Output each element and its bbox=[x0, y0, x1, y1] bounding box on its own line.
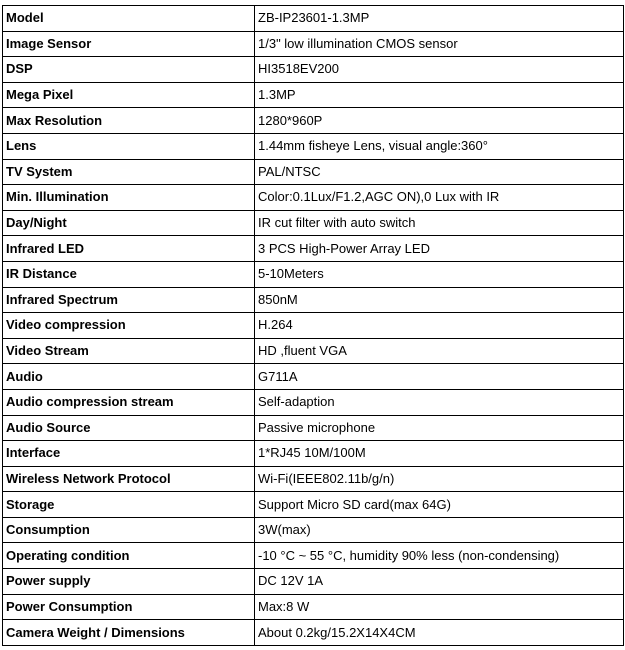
spec-value: 3 PCS High-Power Array LED bbox=[255, 236, 624, 262]
spec-row bbox=[3, 133, 624, 159]
spec-value: H.264 bbox=[255, 313, 624, 339]
spec-label: TV System bbox=[3, 159, 255, 185]
spec-label: Audio bbox=[3, 364, 255, 390]
spec-label: Model bbox=[3, 6, 255, 32]
spec-row bbox=[3, 543, 624, 569]
spec-label: Video compression bbox=[3, 313, 255, 339]
spec-label: Power Consumption bbox=[3, 594, 255, 620]
spec-row bbox=[3, 569, 624, 595]
spec-row bbox=[3, 338, 624, 364]
spec-value: HD ,fluent VGA bbox=[255, 338, 624, 364]
spec-value: G711A bbox=[255, 364, 624, 390]
spec-label: Infrared Spectrum bbox=[3, 287, 255, 313]
spec-row bbox=[3, 6, 624, 32]
spec-value: About 0.2kg/15.2X14X4CM bbox=[255, 620, 624, 646]
spec-row bbox=[3, 159, 624, 185]
spec-label: Max Resolution bbox=[3, 108, 255, 134]
spec-value: Wi-Fi(IEEE802.11b/g/n) bbox=[255, 466, 624, 492]
spec-row bbox=[3, 210, 624, 236]
spec-row bbox=[3, 108, 624, 134]
spec-label: Infrared LED bbox=[3, 236, 255, 262]
spec-row bbox=[3, 441, 624, 467]
spec-row bbox=[3, 185, 624, 211]
spec-value: Max:8 W bbox=[255, 594, 624, 620]
spec-label: Wireless Network Protocol bbox=[3, 466, 255, 492]
spec-value: 1*RJ45 10M/100M bbox=[255, 441, 624, 467]
spec-value: 5-10Meters bbox=[255, 261, 624, 287]
spec-row bbox=[3, 82, 624, 108]
spec-value: 3W(max) bbox=[255, 517, 624, 543]
spec-row bbox=[3, 57, 624, 83]
spec-value: Color:0.1Lux/F1.2,AGC ON),0 Lux with IR bbox=[255, 185, 624, 211]
spec-row bbox=[3, 594, 624, 620]
spec-label: Lens bbox=[3, 133, 255, 159]
spec-table bbox=[2, 5, 624, 646]
spec-row bbox=[3, 389, 624, 415]
spec-label: Storage bbox=[3, 492, 255, 518]
spec-value: Support Micro SD card(max 64G) bbox=[255, 492, 624, 518]
spec-label: DSP bbox=[3, 57, 255, 83]
spec-row bbox=[3, 31, 624, 57]
spec-row bbox=[3, 236, 624, 262]
spec-value: Passive microphone bbox=[255, 415, 624, 441]
spec-table-body bbox=[3, 6, 624, 646]
spec-label: Power supply bbox=[3, 569, 255, 595]
spec-row bbox=[3, 620, 624, 646]
spec-value: DC 12V 1A bbox=[255, 569, 624, 595]
spec-value: HI3518EV200 bbox=[255, 57, 624, 83]
spec-label: Consumption bbox=[3, 517, 255, 543]
spec-value: -10 °C ~ 55 °C, humidity 90% less (non-condensing) bbox=[255, 543, 624, 569]
spec-label: Min. Illumination bbox=[3, 185, 255, 211]
spec-row bbox=[3, 287, 624, 313]
spec-value: 1/3" low illumination CMOS sensor bbox=[255, 31, 624, 57]
spec-value: ZB-IP23601-1.3MP bbox=[255, 6, 624, 32]
spec-label: Interface bbox=[3, 441, 255, 467]
spec-label: Audio Source bbox=[3, 415, 255, 441]
spec-value: 1.44mm fisheye Lens, visual angle:360° bbox=[255, 133, 624, 159]
spec-row bbox=[3, 364, 624, 390]
spec-value: Self-adaption bbox=[255, 389, 624, 415]
spec-value: IR cut filter with auto switch bbox=[255, 210, 624, 236]
spec-row bbox=[3, 313, 624, 339]
spec-value: PAL/NTSC bbox=[255, 159, 624, 185]
spec-row bbox=[3, 415, 624, 441]
spec-row bbox=[3, 492, 624, 518]
spec-row bbox=[3, 517, 624, 543]
spec-label: Operating condition bbox=[3, 543, 255, 569]
spec-label: Day/Night bbox=[3, 210, 255, 236]
spec-row bbox=[3, 466, 624, 492]
spec-label: Camera Weight / Dimensions bbox=[3, 620, 255, 646]
spec-value: 1280*960P bbox=[255, 108, 624, 134]
spec-row bbox=[3, 261, 624, 287]
spec-label: Video Stream bbox=[3, 338, 255, 364]
spec-label: IR Distance bbox=[3, 261, 255, 287]
spec-label: Audio compression stream bbox=[3, 389, 255, 415]
spec-label: Image Sensor bbox=[3, 31, 255, 57]
spec-value: 1.3MP bbox=[255, 82, 624, 108]
spec-value: 850nM bbox=[255, 287, 624, 313]
spec-label: Mega Pixel bbox=[3, 82, 255, 108]
